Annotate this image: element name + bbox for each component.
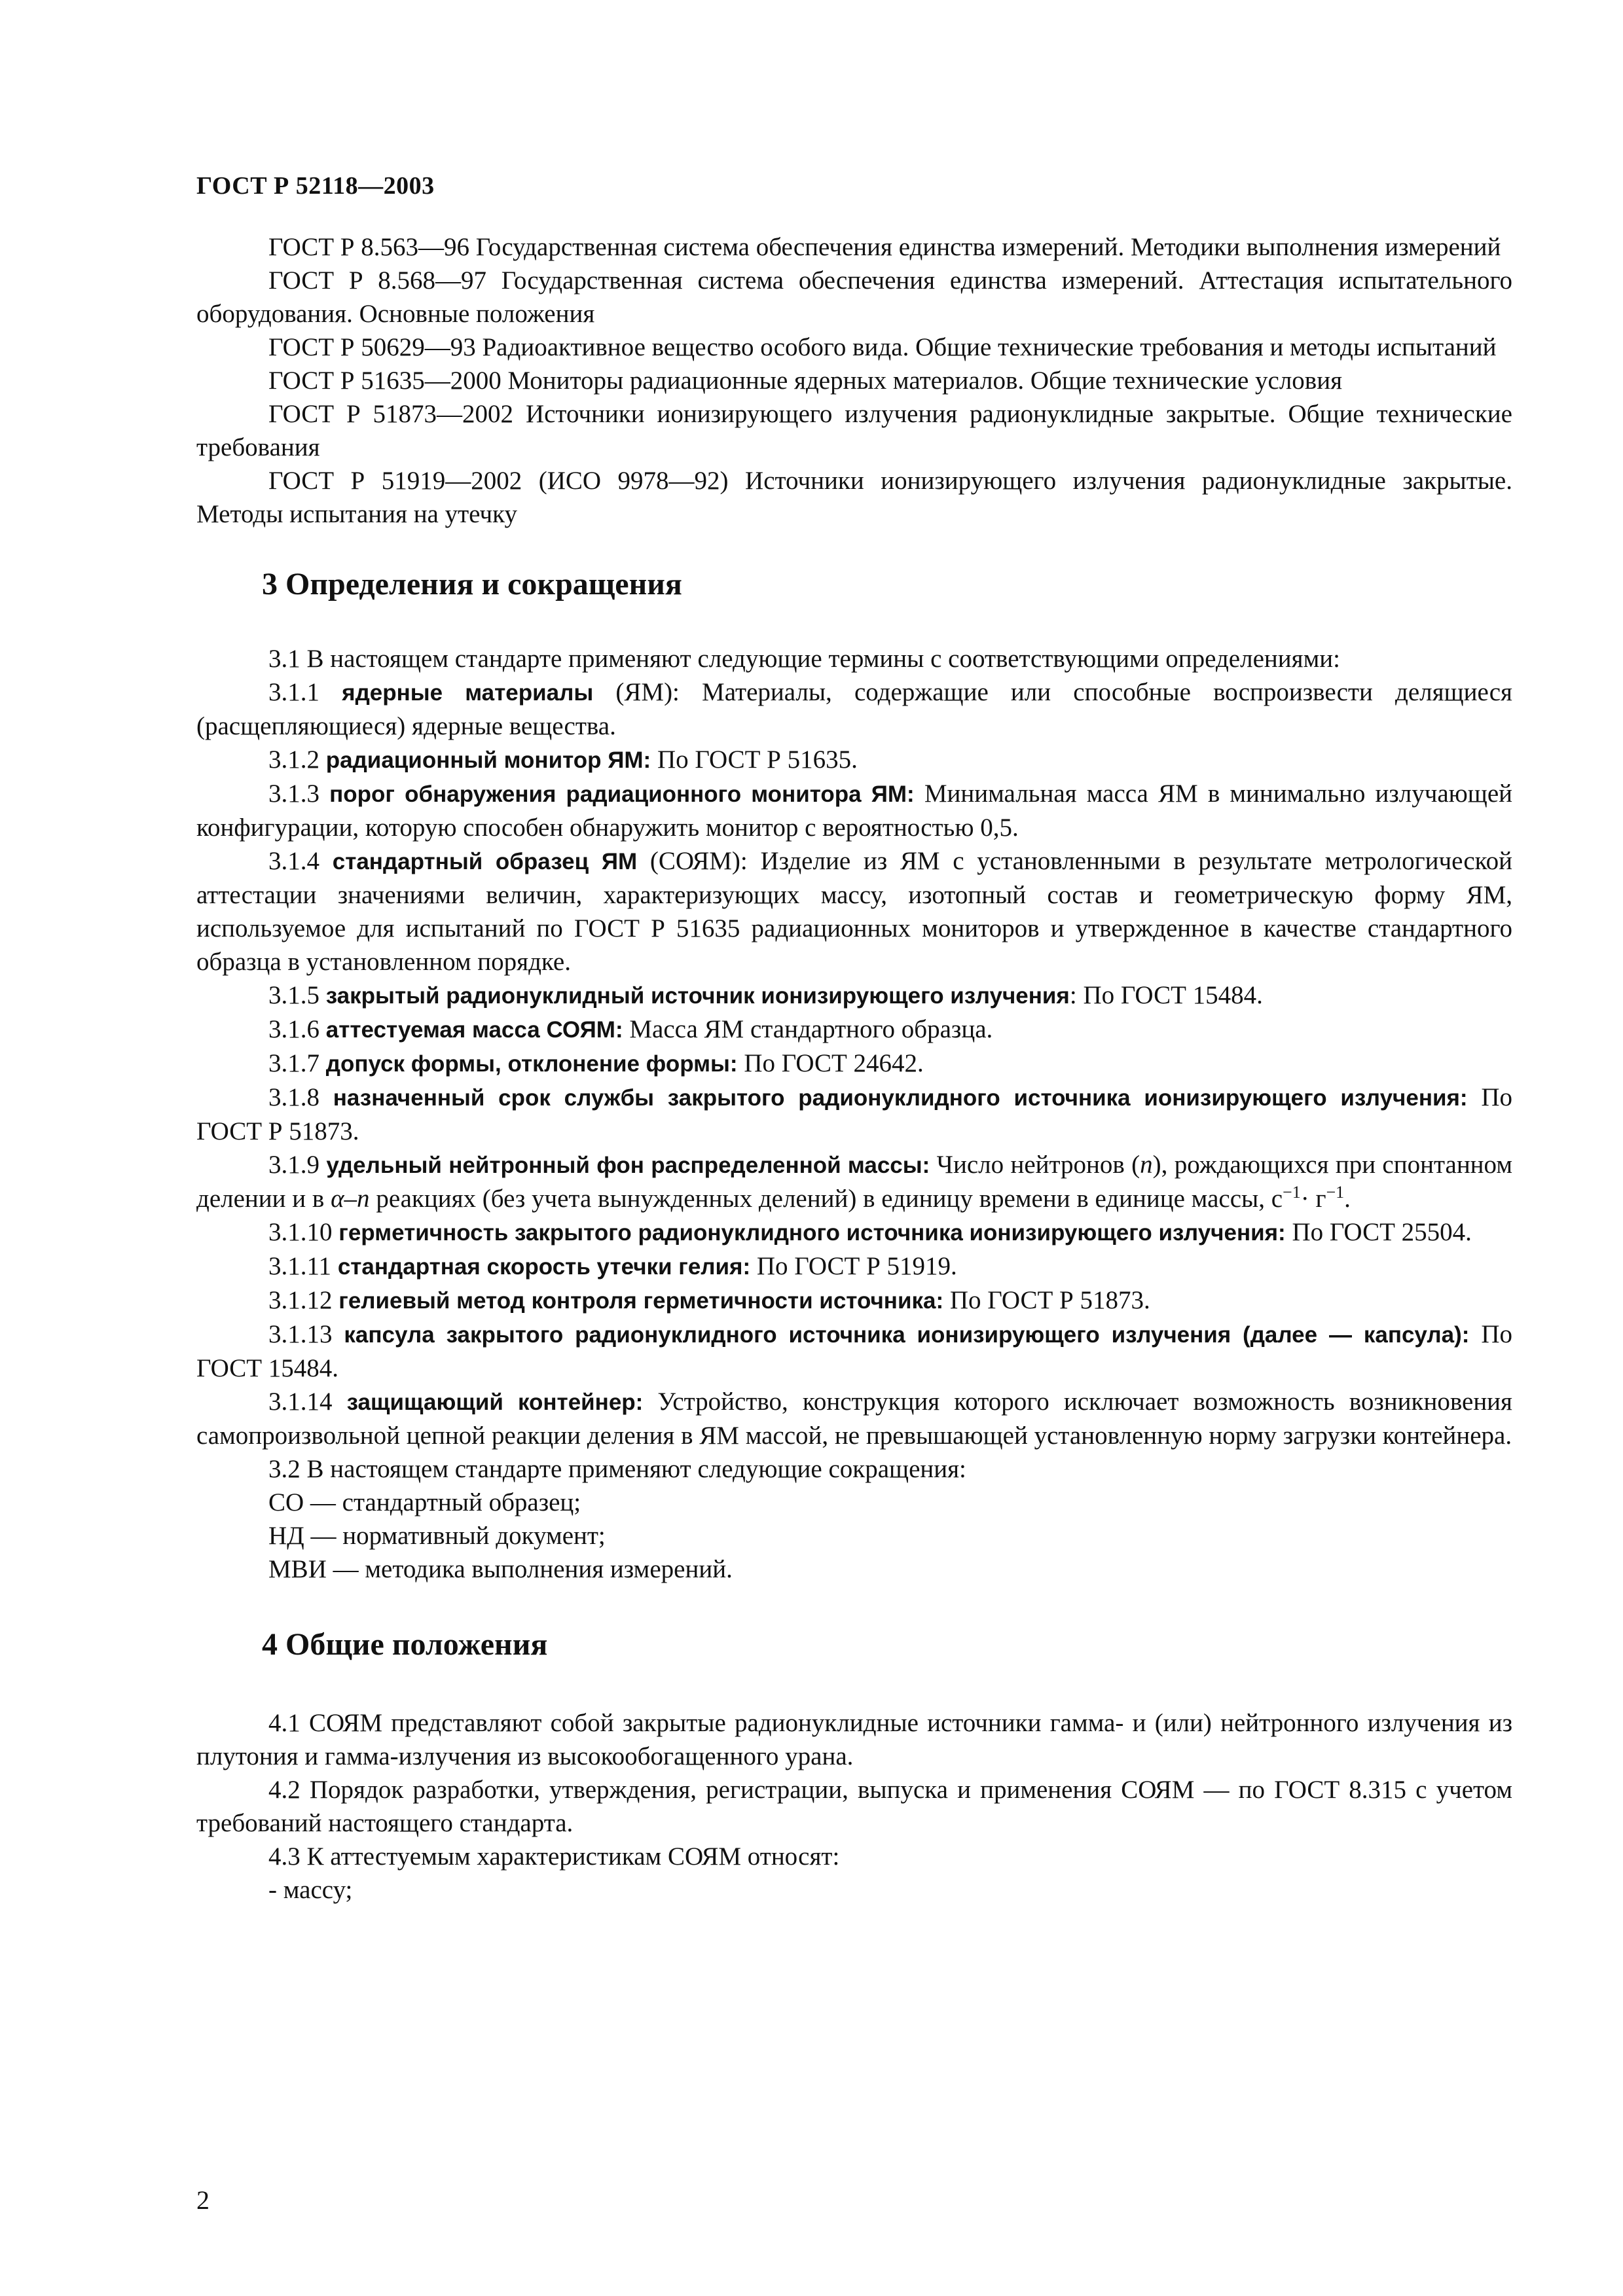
definition-3-1-13: 3.1.13 капсула закрытого радионуклидного источника ионизирующего излучения (далее — капсула): По ГОСТ 15484. <box>196 1320 1513 1382</box>
definition-3-1-11: 3.1.11 стандартная скорость утечки гелия: По ГОСТ Р 51919. <box>268 1252 957 1280</box>
definition-3-1-3: 3.1.3 порог обнаружения радиационного монитора ЯМ: Минимальная масса ЯМ в минимально излучающей конфигурации, которую способен обнаружить монитор с вероятностью 0,5. <box>196 780 1513 842</box>
paragraph-4-3: 4.3 К аттестуемым характеристикам СОЯМ относят: <box>268 1842 840 1871</box>
section-4-heading: 4 Общие положения <box>262 1627 548 1662</box>
document-body <box>196 230 1512 1907</box>
definition-3-1-5: 3.1.5 закрытый радионуклидный источник ионизирующего излучения: По ГОСТ 15484. <box>268 981 1263 1009</box>
term: удельный нейтронный фон распределенной массы: <box>326 1153 930 1178</box>
paragraph-4-1: 4.1 СОЯМ представляют собой закрытые радионуклидные источники гамма- и (или) нейтронного излучения из плутония и гамма-излучения из высокообогащенного урана. <box>196 1709 1512 1770</box>
definition-3-1-12: 3.1.12 гелиевый метод контроля герметичности источника: По ГОСТ Р 51873. <box>268 1286 1150 1314</box>
abbreviation-item: СО — стандартный образец; <box>268 1488 581 1516</box>
term: назначенный срок службы закрытого радионуклидного источника ионизирующего излучения: <box>333 1085 1468 1111</box>
term: аттестуемая масса СОЯМ: <box>325 1017 623 1043</box>
abbreviation-item: НД — нормативный документ; <box>268 1522 606 1550</box>
definition-3-1-7: 3.1.7 допуск формы, отклонение формы: По ГОСТ 24642. <box>268 1049 924 1077</box>
term: стандартный образец ЯМ <box>332 849 638 874</box>
reference-item: ГОСТ Р 51873—2002 Источники ионизирующего излучения радионуклидные закрытые. Общие технические требования <box>196 400 1512 461</box>
term: гелиевый метод контроля герметичности источника: <box>338 1288 944 1314</box>
normative-references <box>196 230 1512 531</box>
term: порог обнаружения радиационного монитора ЯМ: <box>329 781 915 807</box>
term: капсула закрытого радионуклидного источника ионизирующего излучения (далее — капсула): <box>344 1322 1470 1348</box>
section-3-heading: 3 Определения и сокращения <box>262 567 682 601</box>
paragraph-3-2: 3.2 В настоящем стандарте применяют следующие сокращения: <box>268 1455 966 1483</box>
reference-item: ГОСТ Р 51635—2000 Мониторы радиационные ядерных материалов. Общие технические условия <box>268 367 1343 395</box>
term: закрытый радионуклидный источник ионизирующего излучения <box>325 983 1070 1009</box>
definition-3-1-9: 3.1.9 удельный нейтронный фон распределенной массы: Число нейтронов (n), рождающихся при спонтанном делении и в α–n реакциях (без учета вынужденных делений) в единицу времени в единице массы, $с^{-1}\cdot г^{-1}$. <box>196 1151 1512 1213</box>
definition-3-1-10: 3.1.10 герметичность закрытого радионуклидного источника ионизирующего излучения: По ГОСТ 25504. <box>268 1218 1472 1246</box>
document-page <box>196 0 1512 2296</box>
term: защищающий контейнер: <box>346 1390 644 1415</box>
definition-3-1-8: 3.1.8 назначенный срок службы закрытого радионуклидного источника ионизирующего излучения: По ГОСТ Р 51873. <box>196 1083 1512 1145</box>
paragraph-4-2: 4.2 Порядок разработки, утверждения, регистрации, выпуска и применения СОЯМ — по ГОСТ 8.315 с учетом требований настоящего стандарта. <box>196 1776 1512 1837</box>
term: допуск формы, отклонение формы: <box>325 1051 738 1077</box>
reference-item: ГОСТ Р 51919—2002 (ИСО 9978—92) Источники ионизирующего излучения радионуклидные закрытые. Методы испытания на утечку <box>196 467 1512 528</box>
reference-item: ГОСТ Р 50629—93 Радиоактивное вещество особого вида. Общие технические требования и методы испытаний <box>268 333 1497 361</box>
page-number: 2 <box>196 2185 210 2215</box>
term: радиационный монитор ЯМ: <box>325 747 651 773</box>
document-header: ГОСТ Р 52118—2003 <box>196 172 435 200</box>
definition-3-1-2: 3.1.2 радиационный монитор ЯМ: По ГОСТ Р 51635. <box>268 745 858 774</box>
paragraph-3-1: 3.1 В настоящем стандарте применяют следующие термины с соответствующими определениями: <box>268 645 1340 673</box>
reference-item: ГОСТ Р 8.568—97 Государственная система обеспечения единства измерений. Аттестация испытательного оборудования. Основные положения <box>196 266 1512 328</box>
definition-3-1-4: 3.1.4 стандартный образец ЯМ (СОЯМ): Изделие из ЯМ с установленными в результате метрологической аттестации значениями величин, характеризующих массу, изотопный состав и геометрическую форму ЯМ, используемое для испытаний по ГОСТ Р 51635 радиационных мониторов и утвержденное в качестве стандартного образца в установленном порядке. <box>196 847 1513 976</box>
reference-item: ГОСТ Р 8.563—96 Государственная система обеспечения единства измерений. Методики выполнения измерений <box>268 233 1501 261</box>
term: герметичность закрытого радионуклидного источника ионизирующего излучения: <box>338 1220 1286 1246</box>
list-item: - массу; <box>268 1876 353 1904</box>
term: стандартная скорость утечки гелия: <box>337 1254 751 1280</box>
definition-3-1-1: 3.1.1 ядерные материалы (ЯМ): Материалы, содержащие или способные воспроизвести делящиеся (расщепляющиеся) ядерные вещества. <box>196 678 1512 740</box>
definition-3-1-14: 3.1.14 защищающий контейнер: Устройство, конструкция которого исключает возможность возникновения самопроизвольной цепной реакции деления в ЯМ массой, не превышающей установленную норму загрузки контейнера. <box>196 1388 1512 1450</box>
abbreviation-item: МВИ — методика выполнения измерений. <box>268 1555 733 1583</box>
definition-3-1-6: 3.1.6 аттестуемая масса СОЯМ: Масса ЯМ стандартного образца. <box>268 1015 993 1043</box>
term: ядерные материалы <box>342 680 594 706</box>
